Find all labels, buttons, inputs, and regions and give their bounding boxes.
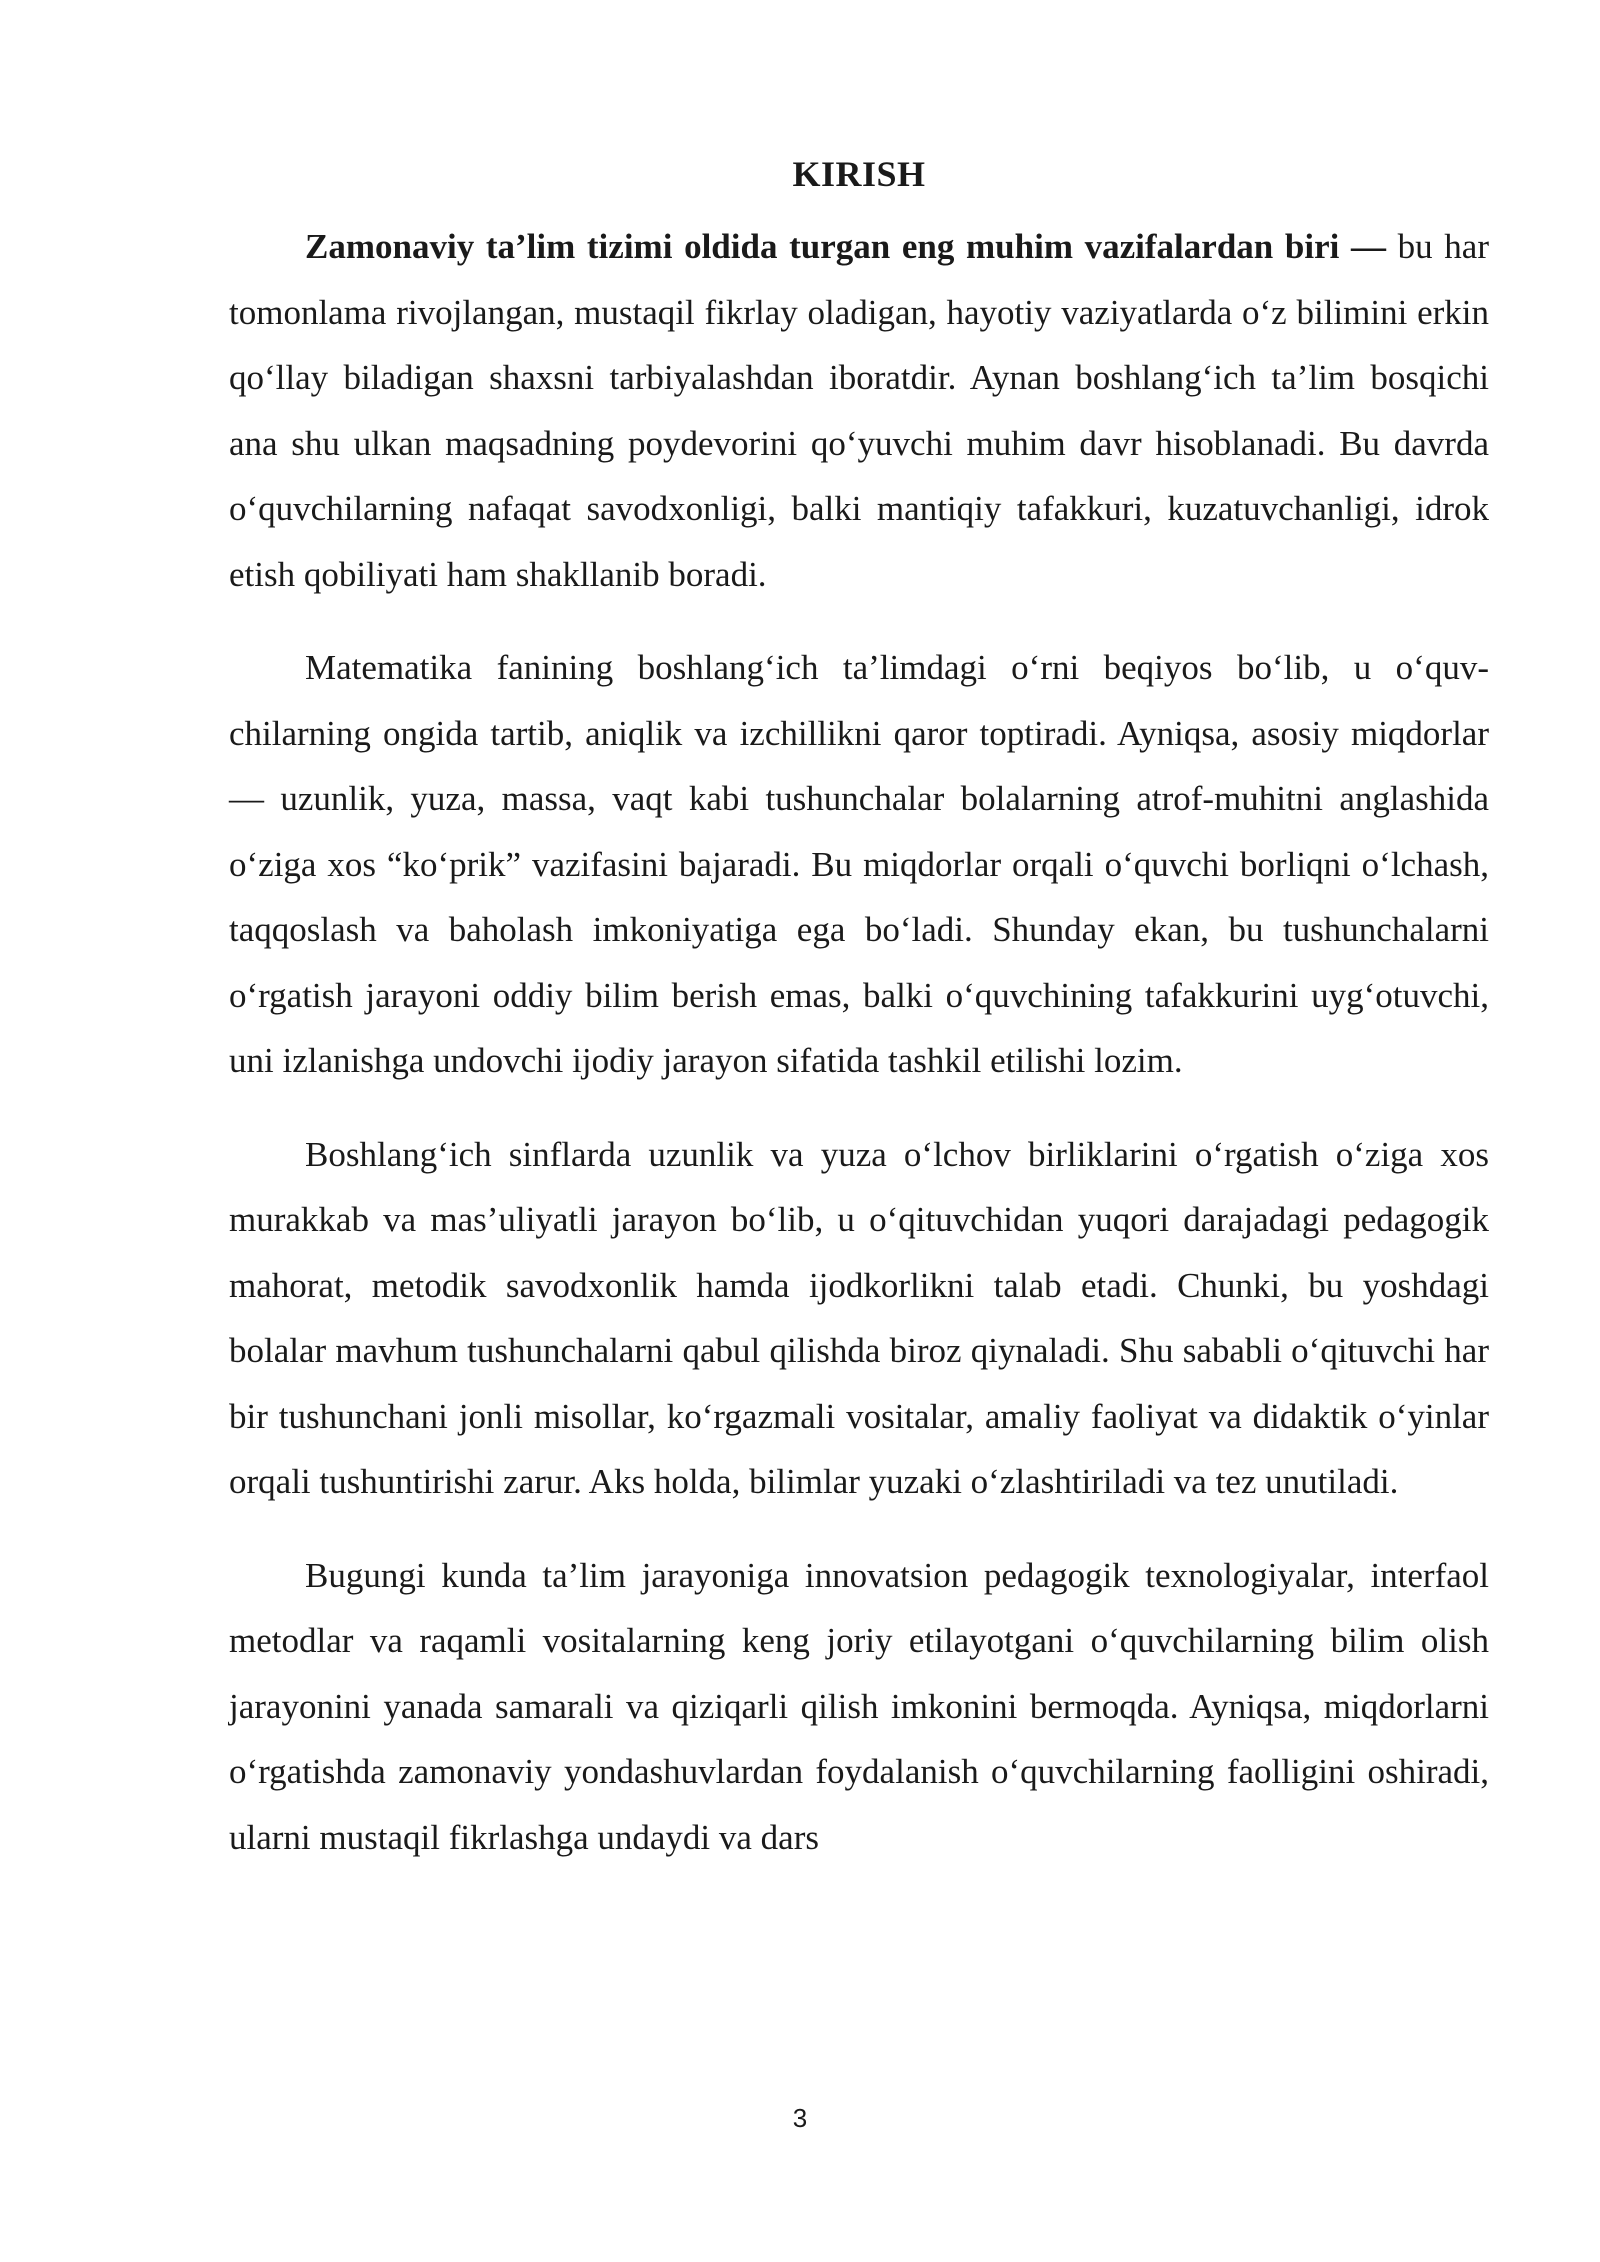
paragraph-1-text: bu har tomonlama rivojlangan, mustaqil fikrlay oladigan, hayotiy vaziyatlarda o‘z bilimini erkin qo‘llay biladigan shaxsni tarbiyalashdan iboratdir. Aynan boshlang‘ich ta’lim bosqichi ana shu ulkan maqsadning poydevorini qo‘yuvchi muhim davr hisoblanadi. Bu davrda o‘quvchilarning nafaqat savodxonligi, balki mantiqiy tafakkuri, kuzatuvchanligi, idrok etish qobiliyati ham shakllanib boradi. — [229, 227, 1489, 594]
paragraph-4-text: Bugungi kunda ta’lim jarayoniga innovatsion pedagogik texnologiyalar, interfaol metodlar va raqamli vositalarning keng joriy etilayotgani o‘quvchilarning bilim olish jarayonini yanada samarali va qiziqarli qilish imkonini bermoqda. Ayniqsa, miqdorlarni o‘rgatishda zamonaviy yondashuvlardan foydalanish o‘quvchilarning faolligini oshiradi, ularni mustaqil fikrlashga undaydi va dars — [229, 1555, 1489, 1857]
page-number: 3 — [792, 2103, 808, 2133]
paragraph-3-text: Boshlang‘ich sinflarda uzunlik va yuza o‘lchov birliklarini o‘rgatish o‘ziga xos murakkab va mas’uliyatli jarayon bo‘lib, u o‘qituvchidan yuqori darajadagi pedagogik mahorat, metodik savodxonlik hamda ijodkorlikni talab etadi. Chunki, bu yoshdagi bolalar mavhum tushunchalarni qabul qilishda biroz qiynaladi. Shu sababli o‘qituvchi har bir tushunchani jonli misollar, ko‘rgazmali vositalar, amaliy faoliyat va didaktik o‘yinlar orqali tushuntirishi zarur. Aks holda, bilimlar yuzaki o‘zlashtiriladi va tez unutiladi. — [229, 1134, 1489, 1501]
paragraph-4 — [229, 1543, 1489, 1871]
page-content — [229, 148, 1489, 1898]
paragraph-3 — [229, 1122, 1489, 1515]
paragraph-1-lead: Zamonaviy ta’lim tizimi oldida turgan eng muhim vazifalardan biri — — [305, 227, 1386, 266]
paragraph-2-text: Matematika fanining boshlang‘ich ta’limdagi o‘rni beqiyos bo‘lib, u o‘quvchilarning ongida tartib, aniqlik va izchillikni qaror toptiradi. Ayniqsa, asosiy miqdorlar — uzunlik, yuza, massa, vaqt kabi tushunchalar bolalarning atrof-muhitni anglashida o‘ziga xos “ko‘prik” vazifasini bajaradi. Bu miqdorlar orqali o‘quvchi borliqni o‘lchash, taqqoslash va baholash imkoniyatiga ega bo‘ladi. Shunday ekan, bu tushunchalarni o‘rgatish jarayoni oddiy bilim berish emas, balki o‘quvchining tafakkurini uyg‘otuvchi, uni izlanishga undovchi ijodiy jarayon sifatida tashkil etilishi lozim. — [229, 648, 1489, 1080]
section-heading: KIRISH — [792, 154, 926, 194]
paragraph-1 — [229, 214, 1489, 607]
paragraph-2 — [229, 635, 1489, 1094]
